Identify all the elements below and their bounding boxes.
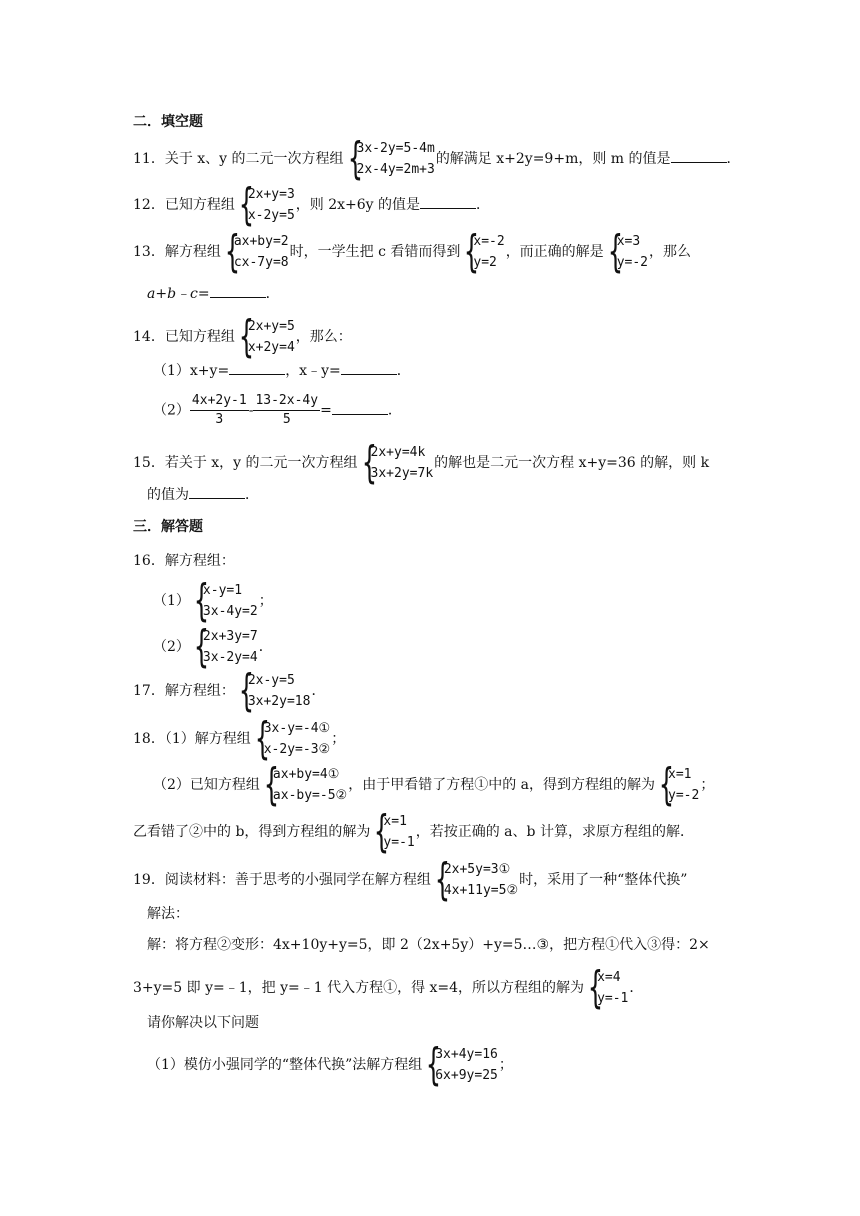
- answer-blank: [189, 484, 245, 499]
- question-14: 14．已知方程组 { 2x+y=5 x+2y=4 ，那么：: [133, 311, 352, 362]
- equation-system: { x-y=1 3x-4y=2: [193, 575, 258, 626]
- answer-blank: [671, 148, 727, 163]
- section-heading-fill: 二．填空题: [133, 114, 203, 130]
- q11-text: 11．关于 x、y 的二元一次方程组: [133, 151, 344, 167]
- equation-system: { 3x-2y=5-4m 2x-4y=2m+3: [347, 133, 435, 184]
- question-11: 11．关于 x、y 的二元一次方程组 { 3x-2y=5-4m 2x-4y=2m+3 的解满足 x+2y=9+m，则 m 的值是 ．: [133, 133, 741, 184]
- question-17: 17．解方程组： { 2x-y=5 3x+2y=18 ．: [133, 665, 326, 716]
- equation-system: { 2x+y=3 x-2y=5: [238, 179, 295, 230]
- equation-system: { 3x-y=-4① x-2y=-3②: [254, 713, 331, 764]
- question-16: 16．解方程组：: [133, 553, 235, 569]
- answer-blank: [332, 400, 388, 415]
- fraction: $\frac{13-2x-4y}{5}$: [255, 393, 319, 427]
- equation-system: { ax+by=4① ax-by=-5②: [263, 759, 348, 810]
- correct-solution: { x=3 y=-2: [607, 226, 648, 277]
- equation-system: { 2x-y=5 3x+2y=18: [238, 665, 311, 716]
- solution-system: { x=4 y=-1: [587, 962, 629, 1013]
- equation-system: { ax+by=2 cx-7y=8: [224, 226, 289, 277]
- fraction: $\frac{4x+2y-1}{3}$: [191, 393, 247, 427]
- answer-blank: [210, 283, 266, 298]
- answer-blank: [229, 360, 285, 375]
- question-18-part2: （2）已知方程组 { ax+by=4① ax-by=-5② ，由于甲看错了方程①中的 a，得到方程组的解为 { x=1 y=-2 ；: [153, 759, 715, 810]
- question-14-part2: （2） $\frac{4x+2y-1}{3}$ - $\frac{13-2x-4y}{5}$ = ．: [153, 393, 402, 427]
- solution-system: { x=1 y=-2: [658, 759, 700, 810]
- q19-line3: 解：将方程②变形：4x+10y+y=5，即 2（2x+5y）+y=5…③，把方程①代入③得：2×: [147, 937, 710, 953]
- answer-blank: [341, 360, 397, 375]
- question-18: 18．（1）解方程组 { 3x-y=-4① x-2y=-3② ；: [133, 713, 346, 764]
- equation-system: { 2x+y=5 x+2y=4: [238, 311, 295, 362]
- answer-blank: [420, 194, 476, 209]
- equation-system: { 2x+5y=3① 4x+11y=5②: [434, 854, 519, 905]
- equation-system: { 2x+y=4k 3x+2y=7k: [361, 437, 434, 488]
- wrong-solution: { x=-2 y=2: [464, 226, 505, 277]
- equation-system: { 2x+3y=7 3x-2y=4: [193, 621, 258, 672]
- question-13: 13．解方程组 { ax+by=2 cx-7y=8 时，一学生把 c 看错而得到 { x=-2 y=2 ，而正确的解是 { x=3 y=-2 ，那么: [133, 226, 691, 277]
- question-16-part1: （1） { x-y=1 3x-4y=2 ；: [153, 575, 273, 626]
- solution-system: { x=1 y=-1: [374, 806, 415, 857]
- question-14-part1: （1）x+y= ，x﹣y= ．: [153, 360, 411, 381]
- question-18-line3: 乙看错了②中的 b，得到方程组的解为 { x=1 y=-1 ，若按正确的 a、b 计算，求原方程组的解．: [133, 806, 694, 857]
- q19-line2: 解法：: [147, 906, 189, 922]
- q19-line5: 请你解决以下问题: [147, 1015, 259, 1031]
- q19-line4: 3+y=5 即 y=﹣1，把 y=﹣1 代入方程①，得 x=4，所以方程组的解为 { x=4 y=-1 ．: [133, 962, 644, 1013]
- section-heading-solve: 三．解答题: [133, 519, 203, 535]
- question-16-part2: （2） { 2x+3y=7 3x-2y=4 ．: [153, 621, 273, 672]
- equation-system: { 3x+4y=16 6x+9y=25: [425, 1039, 498, 1090]
- question-12: 12．已知方程组 { 2x+y=3 x-2y=5 ，则 2x+6y 的值是 ．: [133, 179, 491, 230]
- question-19: 19．阅读材料：善于思考的小强同学在解方程组 { 2x+5y=3① 4x+11y=5② 时，采用了一种“整体代换”: [133, 854, 688, 905]
- question-15: 15．若关于 x，y 的二元一次方程组 { 2x+y=4k 3x+2y=7k 的解也是二元一次方程 x+y=36 的解，则 k: [133, 437, 710, 488]
- question-15-line2: 的值为 ．: [147, 484, 259, 505]
- q19-part1: （1）模仿小强同学的“整体代换”法解方程组 { 3x+4y=16 6x+9y=25 ；: [147, 1039, 513, 1090]
- question-13-line2: a+b﹣c= ．: [147, 283, 280, 304]
